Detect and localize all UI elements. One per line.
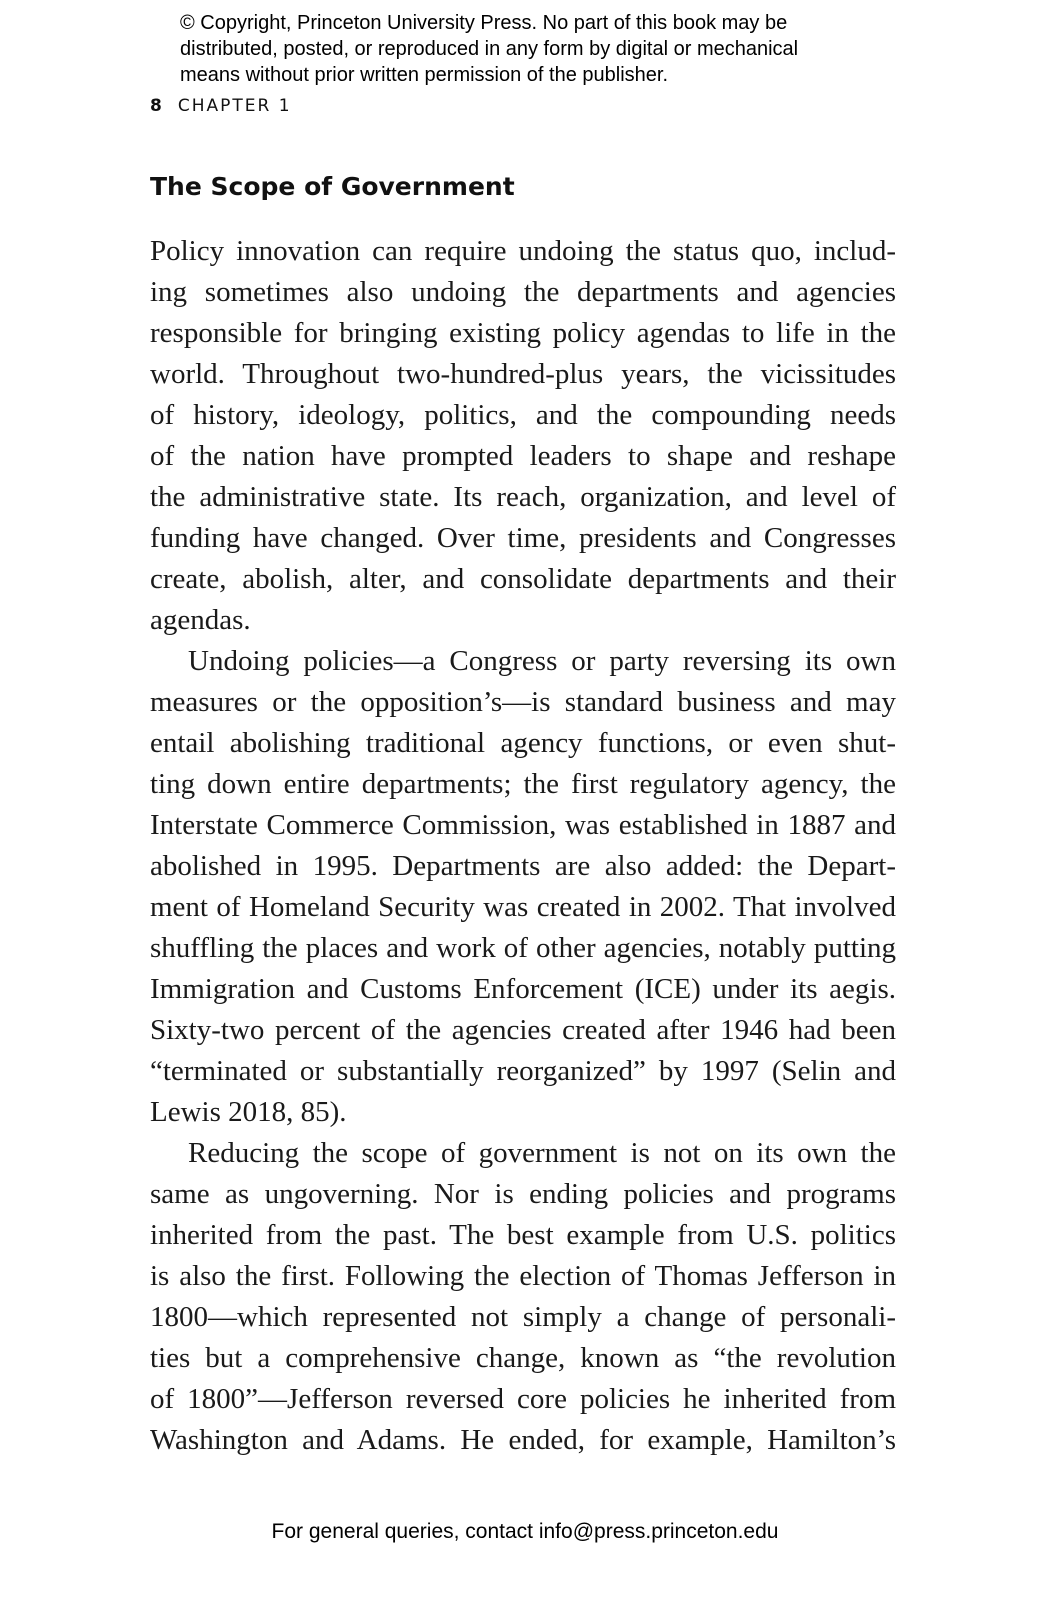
text-line: of 1800”—Jefferson reversed core policies he inherited from xyxy=(150,1383,896,1415)
copyright-line: means without prior written permission of the publisher. xyxy=(180,64,669,86)
text-line: Interstate Commerce Commission, was established in 1887 and xyxy=(150,809,896,841)
text-line: abolished in 1995. Departments are also added: the Depart- xyxy=(150,850,896,882)
paragraph-1 xyxy=(150,231,896,641)
text-line: “terminated or substantially reorganized” by 1997 (Selin and xyxy=(150,1055,896,1087)
text-line: same as ungoverning. Nor is ending policies and programs xyxy=(150,1178,896,1210)
text-line: funding have changed. Over time, presidents and Congresses xyxy=(150,522,896,554)
text-line: Immigration and Customs Enforcement (ICE) under its aegis. xyxy=(150,973,896,1005)
text-line: Sixty-two percent of the agencies created after 1946 had been xyxy=(150,1014,896,1046)
text-line: Lewis 2018, 85). xyxy=(150,1096,347,1128)
section-title: The Scope of Government xyxy=(150,172,515,201)
copyright-line: distributed, posted, or reproduced in any form by digital or mechanical xyxy=(180,38,799,60)
text-line: ties but a comprehensive change, known as “the revolution xyxy=(150,1342,896,1374)
page-number: 8 xyxy=(150,96,162,116)
text-line: measures or the opposition’s—is standard business and may xyxy=(150,686,896,718)
text-line: ting down entire departments; the first regulatory agency, the xyxy=(150,768,896,800)
text-line: of history, ideology, politics, and the compounding needs xyxy=(150,399,896,431)
text-line: ment of Homeland Security was created in 2002. That involved xyxy=(150,891,896,923)
copyright-line: © Copyright, Princeton University Press. No part of this book may be xyxy=(180,12,788,34)
text-line: responsible for bringing existing policy agendas to life in the xyxy=(150,317,896,349)
paragraph-2 xyxy=(150,641,896,1133)
text-line: ing sometimes also undoing the departments and agencies xyxy=(150,276,896,308)
text-line: entail abolishing traditional agency functions, or even shut- xyxy=(150,727,896,759)
paragraph-3 xyxy=(150,1133,896,1461)
text-line: Washington and Adams. He ended, for example, Hamilton’s xyxy=(150,1424,896,1456)
text-line: world. Throughout two-hundred-plus years, the vicissitudes xyxy=(150,358,896,390)
text-line: agendas. xyxy=(150,604,251,636)
running-head xyxy=(150,96,292,116)
text-line: the administrative state. Its reach, organization, and level of xyxy=(150,481,896,513)
text-line: shuffling the places and work of other agencies, notably putting xyxy=(150,932,896,964)
text-line: create, abolish, alter, and consolidate departments and their xyxy=(150,563,896,595)
text-line: inherited from the past. The best example from U.S. politics xyxy=(150,1219,896,1251)
text-line: 1800—which represented not simply a change of personali- xyxy=(150,1301,896,1333)
text-line: is also the first. Following the election of Thomas Jefferson in xyxy=(150,1260,896,1292)
chapter-label: CHAPTER 1 xyxy=(177,96,292,116)
body-text xyxy=(150,231,896,1461)
copyright-notice xyxy=(180,10,920,88)
text-line: Undoing policies—a Congress or party reversing its own xyxy=(188,645,896,677)
text-line: Reducing the scope of government is not on its own the xyxy=(188,1137,896,1169)
text-line: Policy innovation can require undoing the status quo, includ- xyxy=(150,235,896,267)
footer-contact: For general queries, contact info@press.princeton.edu xyxy=(271,1520,779,1543)
text-line: of the nation have prompted leaders to shape and reshape xyxy=(150,440,896,472)
